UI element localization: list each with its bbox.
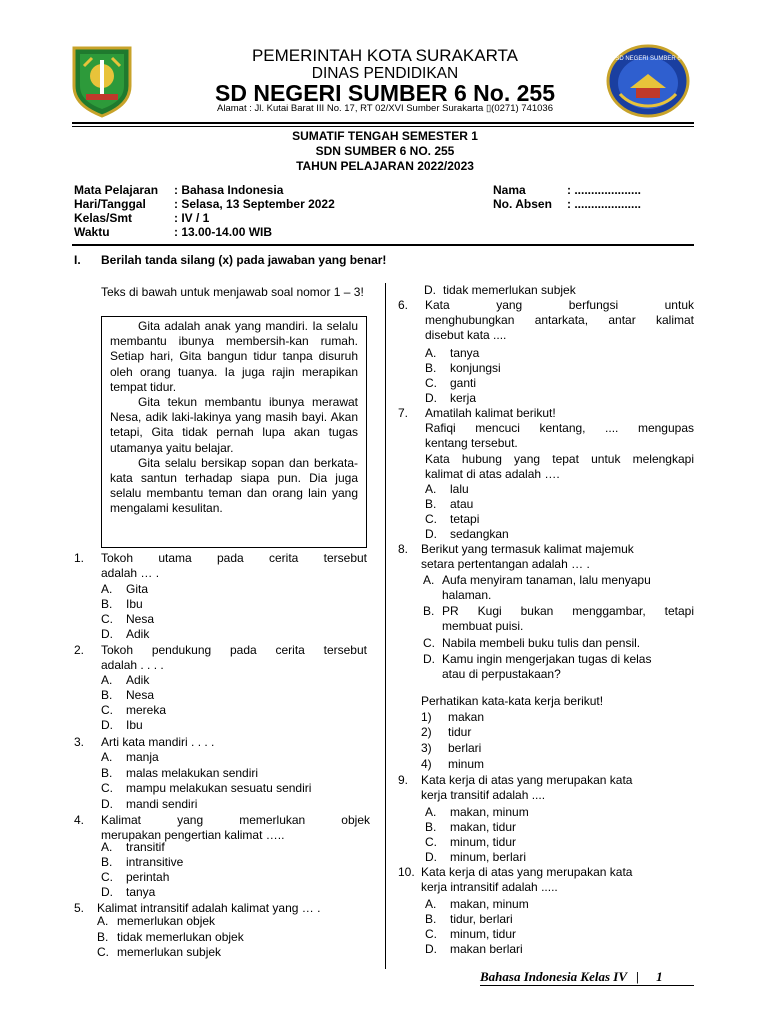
verb-text: minum (448, 757, 485, 771)
passage-intro: Teks di bawah untuk menjawab soal nomor 1 – 3! (101, 285, 364, 299)
option-label: C. (423, 636, 435, 650)
option-label: D. (425, 527, 437, 541)
option[interactable] (425, 346, 479, 360)
question-text: Tokoh pendukung pada cerita tersebut (101, 643, 367, 657)
info-value: : Selasa, 13 September 2022 (174, 197, 335, 211)
option[interactable] (425, 942, 523, 956)
option-text: Ibu (126, 718, 143, 732)
option-label: A. (101, 582, 113, 596)
question-text: kerja transitif adalah .... (421, 788, 546, 803)
option[interactable] (101, 718, 143, 732)
section-instruction (74, 253, 386, 267)
absen-field: : .................... (567, 197, 642, 211)
option[interactable] (425, 497, 473, 511)
option[interactable] (425, 376, 476, 390)
option[interactable] (425, 850, 526, 864)
option-label: C. (425, 835, 437, 849)
option-text: Nesa (126, 688, 155, 702)
passage-paragraph: Gita selalu bersikap sopan dan berkata-kata santun terhadap siapa pun. Dia juga selalu membantu teman dan orang lain yang mengalami kesulitan. (110, 455, 358, 516)
school-name: SD NEGERI SUMBER 6 No. 255 (215, 80, 555, 106)
option[interactable] (101, 612, 154, 626)
option[interactable] (101, 597, 143, 611)
option-label: A. (101, 673, 113, 687)
option[interactable] (101, 750, 159, 764)
option-text: tetapi (450, 512, 480, 526)
info-label: Hari/Tanggal (74, 197, 146, 211)
option-text: makan berlari (450, 942, 523, 956)
option-label: C. (425, 376, 437, 390)
header-divider (72, 122, 694, 124)
question-7 (398, 406, 694, 482)
option-text: atau (450, 497, 474, 511)
option[interactable] (101, 855, 183, 869)
option-text: ganti (450, 376, 477, 390)
option[interactable] (425, 897, 529, 911)
question-text: kalimat di atas adalah …. (425, 466, 560, 481)
option[interactable] (423, 573, 694, 603)
page-number: 1 (656, 969, 663, 984)
option-text: Aufa menyiram tanaman, lalu menyapu (442, 573, 651, 587)
section-number: I. (74, 253, 81, 267)
option-text: makan, tidur (450, 820, 517, 834)
option-label: C. (101, 781, 113, 795)
verb-number: 2) (421, 725, 432, 739)
header-line2: DINAS PENDIDIKAN (311, 65, 459, 82)
option[interactable] (425, 361, 501, 375)
option-label: D. (101, 627, 113, 641)
option-text: halaman. (442, 588, 492, 603)
question-9 (398, 773, 694, 803)
option-text: tanya (450, 346, 480, 360)
option-label: D. (425, 850, 437, 864)
option-text: minum, berlari (450, 850, 527, 864)
option[interactable] (101, 703, 166, 717)
exam-info-right (493, 183, 641, 211)
question-number: 10. (398, 865, 415, 879)
option-text: tidak memerlukan subjek (443, 283, 576, 297)
question-number: 8. (398, 542, 409, 556)
info-label: Kelas/Smt (74, 211, 133, 225)
option-text: tidur, berlari (450, 912, 513, 926)
option-label: B. (423, 604, 435, 618)
option-label: D. (423, 652, 435, 666)
option-label: B. (101, 597, 113, 611)
verb-number: 3) (421, 741, 432, 755)
question-text: Arti kata mandiri . . . . (101, 735, 215, 749)
option[interactable] (425, 512, 479, 526)
option-label: A. (425, 897, 437, 911)
option-label: B. (425, 361, 437, 375)
info-value: : 13.00-14.00 WIB (174, 225, 273, 239)
option[interactable] (425, 527, 509, 541)
exam-title (170, 129, 600, 174)
verb-text: makan (448, 710, 485, 724)
info-divider (72, 244, 694, 246)
verbs-intro: Perhatikan kata-kata kerja berikut! (421, 694, 604, 708)
option-label: C. (101, 870, 113, 884)
option-text: intransitive (126, 855, 184, 869)
exam-title-line3: TAHUN PELAJARAN 2022/2023 (296, 159, 474, 173)
option[interactable] (424, 283, 576, 297)
option[interactable] (423, 604, 694, 634)
info-label: Nama (493, 183, 526, 197)
question-8 (398, 542, 694, 572)
school-emblem-text: SD NEGERI SUMBER 6 (615, 56, 681, 62)
question-text: adalah … . (101, 566, 160, 581)
option[interactable] (97, 914, 215, 928)
verb-text: tidur (448, 725, 472, 739)
verb-item (421, 725, 471, 739)
option[interactable] (101, 627, 149, 641)
option[interactable] (101, 582, 148, 596)
verb-number: 4) (421, 757, 432, 771)
option-text: Kamu ingin mengerjakan tugas di kelas (442, 652, 652, 666)
option-text: tanya (126, 885, 156, 899)
option[interactable] (101, 766, 258, 780)
option-label: C. (425, 512, 437, 526)
option-text: Adik (126, 627, 150, 641)
question-number: 2. (74, 643, 85, 657)
option[interactable] (101, 797, 197, 811)
info-label: Waktu (74, 225, 110, 239)
surakarta-emblem (72, 46, 132, 118)
question-text: menghubungkan antarkata, antar kalimat (425, 313, 694, 328)
option[interactable] (425, 482, 469, 496)
option[interactable] (425, 835, 516, 849)
question-text: kerja intransitif adalah ..... (421, 880, 558, 895)
footer-subject: Bahasa Indonesia Kelas IV (480, 969, 627, 984)
header-divider-thin (72, 126, 694, 127)
option-text: PR Kugi bukan menggambar, tetapi (442, 604, 694, 618)
option-label: D. (424, 283, 436, 297)
option-text: memerlukan objek (117, 914, 216, 928)
option-text: mereka (126, 703, 167, 717)
option-text: lalu (450, 482, 469, 496)
option-text: minum, tidur (450, 927, 517, 941)
question-text: Kalimat intransitif adalah kalimat yang … . (97, 901, 321, 915)
option-text: minum, tidur (450, 835, 517, 849)
exam-info-left (74, 183, 335, 239)
option-label: A. (425, 482, 437, 496)
option-label: C. (425, 927, 437, 941)
option-text: tidak memerlukan objek (117, 930, 244, 944)
question-text: adalah . . . . (101, 658, 164, 673)
question-text: Berikut yang termasuk kalimat majemuk (421, 542, 634, 556)
header-line1: PEMERINTAH KOTA SURAKARTA (251, 46, 519, 65)
question-text: Kalimat yang memerlukan objek (101, 813, 370, 827)
option-text: perintah (126, 870, 170, 884)
option-label: D. (425, 391, 437, 405)
option-text: atau di perpustakaan? (442, 667, 561, 682)
option-label: B. (425, 497, 437, 511)
info-label: Mata Pelajaran (74, 183, 159, 197)
question-text: merupakan pengertian kalimat ….. (101, 828, 285, 843)
verb-number: 1) (421, 710, 432, 724)
question-number: 6. (398, 298, 409, 312)
question-2 (74, 643, 367, 673)
question-number: 9. (398, 773, 409, 787)
option-label: C. (101, 703, 113, 717)
question-text: setara pertentangan adalah … . (421, 557, 590, 572)
option-text: membuat puisi. (442, 619, 524, 634)
page-footer (480, 969, 663, 985)
question-4 (74, 813, 370, 843)
option[interactable] (101, 688, 154, 702)
verb-text: berlari (448, 741, 482, 755)
footer-underline (480, 985, 694, 986)
option-text: sedangkan (450, 527, 509, 541)
question-number: 4. (74, 813, 85, 827)
option-label: A. (101, 840, 113, 854)
question-1 (74, 551, 367, 581)
option-label: A. (425, 805, 437, 819)
option-label: B. (101, 855, 113, 869)
option[interactable] (425, 820, 516, 834)
info-value: : IV / 1 (174, 211, 210, 225)
info-label: No. Absen (493, 197, 552, 211)
exam-title-line1: SUMATIF TENGAH SEMESTER 1 (292, 129, 478, 143)
question-10 (398, 865, 694, 895)
option-text: kerja (450, 391, 477, 405)
option-text: Nesa (126, 612, 155, 626)
option[interactable] (425, 805, 529, 819)
option-text: mampu melakukan sesuatu sendiri (126, 781, 312, 795)
option[interactable] (101, 781, 311, 795)
option-label: B. (425, 820, 437, 834)
option-label: B. (425, 912, 437, 926)
question-number: 1. (74, 551, 85, 565)
option-text: Nabila membeli buku tulis dan pensil. (442, 636, 641, 650)
question-text: Amatilah kalimat berikut! (425, 406, 556, 420)
option[interactable] (425, 912, 513, 926)
option-label: A. (423, 573, 435, 587)
option-label: A. (425, 346, 437, 360)
option[interactable] (97, 945, 221, 959)
option-label: D. (101, 797, 113, 811)
question-text: Tokoh utama pada cerita tersebut (101, 551, 367, 565)
option[interactable] (101, 840, 165, 854)
passage-paragraph: Gita tekun membantu ibunya merawat Nesa, adik laki-lakinya yang masih bayi. Akan tetapi, Gita tidak pernah lupa akan tugas utamanya yaitu belajar. (110, 395, 358, 455)
option-text: memerlukan subjek (117, 945, 222, 959)
option-text: transitif (126, 840, 165, 854)
column-divider (385, 283, 386, 969)
verb-item (421, 757, 484, 771)
question-text: Kata kerja di atas yang merupakan kata (421, 773, 633, 787)
option[interactable] (101, 885, 155, 899)
option-text: Ibu (126, 597, 143, 611)
question-number: 3. (74, 735, 85, 749)
question-text: Kata hubung yang tepat untuk melengkapi (425, 451, 694, 466)
passage-box (101, 316, 367, 548)
school-address: Alamat : Jl. Kutai Barat III No. 17, RT 02/XVI Sumber Surakarta ▯(0271) 741036 (217, 103, 553, 114)
option[interactable] (425, 391, 476, 405)
option[interactable] (423, 636, 694, 651)
option-text: makan, minum (450, 897, 529, 911)
name-field: : .................... (567, 183, 642, 197)
question-3 (74, 735, 367, 750)
question-text: Kata kerja di atas yang merupakan kata (421, 865, 633, 879)
option-text: makan, minum (450, 805, 529, 819)
option-text: konjungsi (450, 361, 501, 375)
option-label: A. (101, 750, 113, 764)
option-label: A. (97, 914, 109, 928)
option-label: C. (101, 612, 113, 626)
footer-separator: | (636, 969, 639, 984)
option-label: D. (101, 885, 113, 899)
option-label: B. (97, 930, 109, 944)
verb-item (421, 710, 484, 724)
option-label: D. (425, 942, 437, 956)
option[interactable] (97, 930, 244, 944)
passage-paragraph: Gita adalah anak yang mandiri. Ia selalu membantu ibunya membersih-kan rumah. Setiap hari, Gita bangun tidur tanpa disuruh oleh orang tuanya. Ia juga rajin merapikan tempat tidur. (110, 319, 358, 394)
question-text: Rafiqi mencuci kentang, .... mengupas (425, 421, 694, 436)
question-text: kentang tersebut. (425, 436, 518, 451)
question-number: 7. (398, 406, 409, 420)
info-value: : Bahasa Indonesia (174, 183, 284, 197)
question-6 (398, 298, 694, 344)
option[interactable] (423, 652, 694, 682)
option-label: B. (101, 688, 113, 702)
option[interactable] (101, 673, 149, 687)
option-text: mandi sendiri (126, 797, 198, 811)
question-text: disebut kata .... (425, 328, 507, 343)
option-text: Adik (126, 673, 150, 687)
option[interactable] (425, 927, 516, 941)
option-label: D. (101, 718, 113, 732)
exam-title-line2: SDN SUMBER 6 NO. 255 (315, 144, 455, 158)
option-text: Gita (126, 582, 149, 596)
option-text: manja (126, 750, 159, 764)
verb-item (421, 741, 481, 755)
section-text: Berilah tanda silang (x) pada jawaban yang benar! (101, 253, 387, 267)
option-label: C. (97, 945, 109, 959)
option[interactable] (101, 870, 169, 884)
option-label: B. (101, 766, 113, 780)
option-text: malas melakukan sendiri (126, 766, 259, 780)
question-text: Kata yang berfungsi untuk (425, 298, 694, 312)
question-number: 5. (74, 901, 85, 915)
